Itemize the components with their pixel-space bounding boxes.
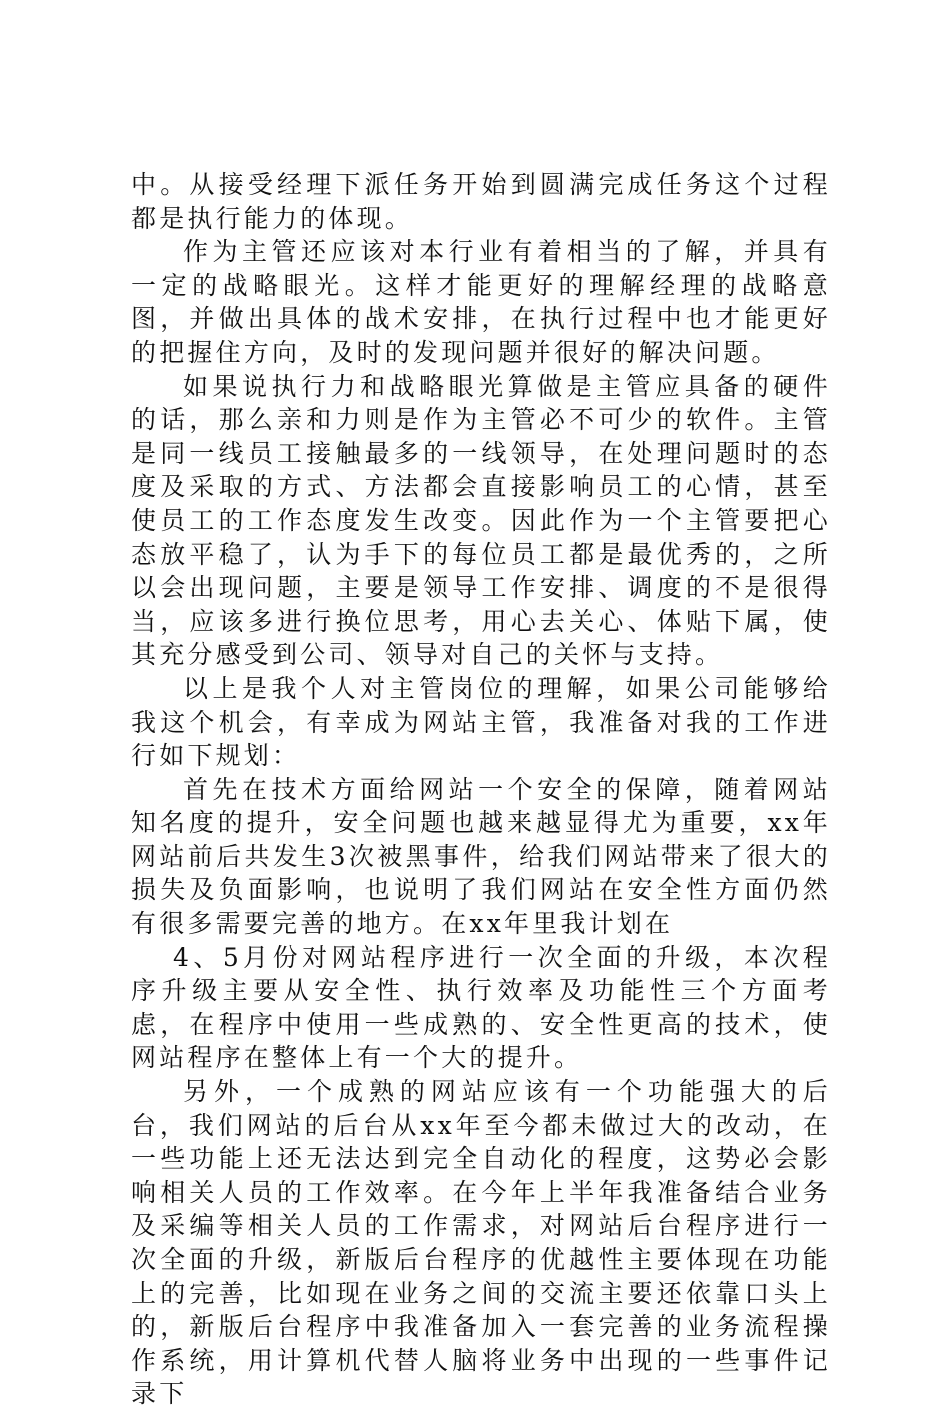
paragraph-security: 首先在技术方面给网站一个安全的保障，随着网站知名度的提升，安全问题也越来越显得尤为重要，xx年网站前后共发生3次被黑事件，给我们网站带来了很大的损失及负面影响，也说明了我们网站在安全性方面仍然有很多需要完善的地方。在xx年里我计划在 <box>131 774 831 939</box>
body-text <box>131 168 831 1411</box>
paragraph-affinity: 如果说执行力和战略眼光算做是主管应具备的硬件的话，那么亲和力则是作为主管必不可少的软件。主管是同一线员工接触最多的一线领导，在处理问题时的态度及采取的方式、方法都会直接影响员工的心情，甚至使员工的工作态度发生改变。因此作为一个主管要把心态放平稳了，认为手下的每位员工都是最优秀的，之所以会出现问题，主要是领导工作安排、调度的不是很得当，应该多进行换位思考，用心去关心、体贴下属，使其充分感受到公司、领导对自己的关怀与支持。 <box>131 371 831 670</box>
paragraph-upgrade: 4、5月份对网站程序进行一次全面的升级，本次程序升级主要从安全性、执行效率及功能性三个方面考虑，在程序中使用一些成熟的、安全性更高的技术，使网站程序在整体上有一个大的提升。 <box>131 942 831 1073</box>
paragraph-continuation: 中。从接受经理下派任务开始到圆满完成任务这个过程都是执行能力的体现。 <box>131 170 831 233</box>
paragraph-plan-intro: 以上是我个人对主管岗位的理解，如果公司能够给我这个机会，有幸成为网站主管，我准备对我的工作进行如下规划： <box>131 673 831 771</box>
paragraph-backend: 另外，一个成熟的网站应该有一个功能强大的后台，我们网站的后台从xx年至今都未做过大的改动，在一些功能上还无法达到完全自动化的程度，这势必会影响相关人员的工作效率。在今年上半年我准备结合业务及采编等相关人员的工作需求，对网站后台程序进行一次全面的升级，新版后台程序的优越性主要体现在功能上的完善，比如现在业务之间的交流主要还依靠口头上的，新版后台程序中我准备加入一套完善的业务流程操作系统，用计算机代替人脑将业务中出现的一些事件记录下 <box>131 1077 831 1409</box>
paragraph-strategic-vision: 作为主管还应该对本行业有着相当的了解，并具有一定的战略眼光。这样才能更好的理解经理的战略意图，并做出具体的战术安排，在执行过程中也才能更好的把握住方向，及时的发现问题并很好的解决问题。 <box>131 237 831 367</box>
